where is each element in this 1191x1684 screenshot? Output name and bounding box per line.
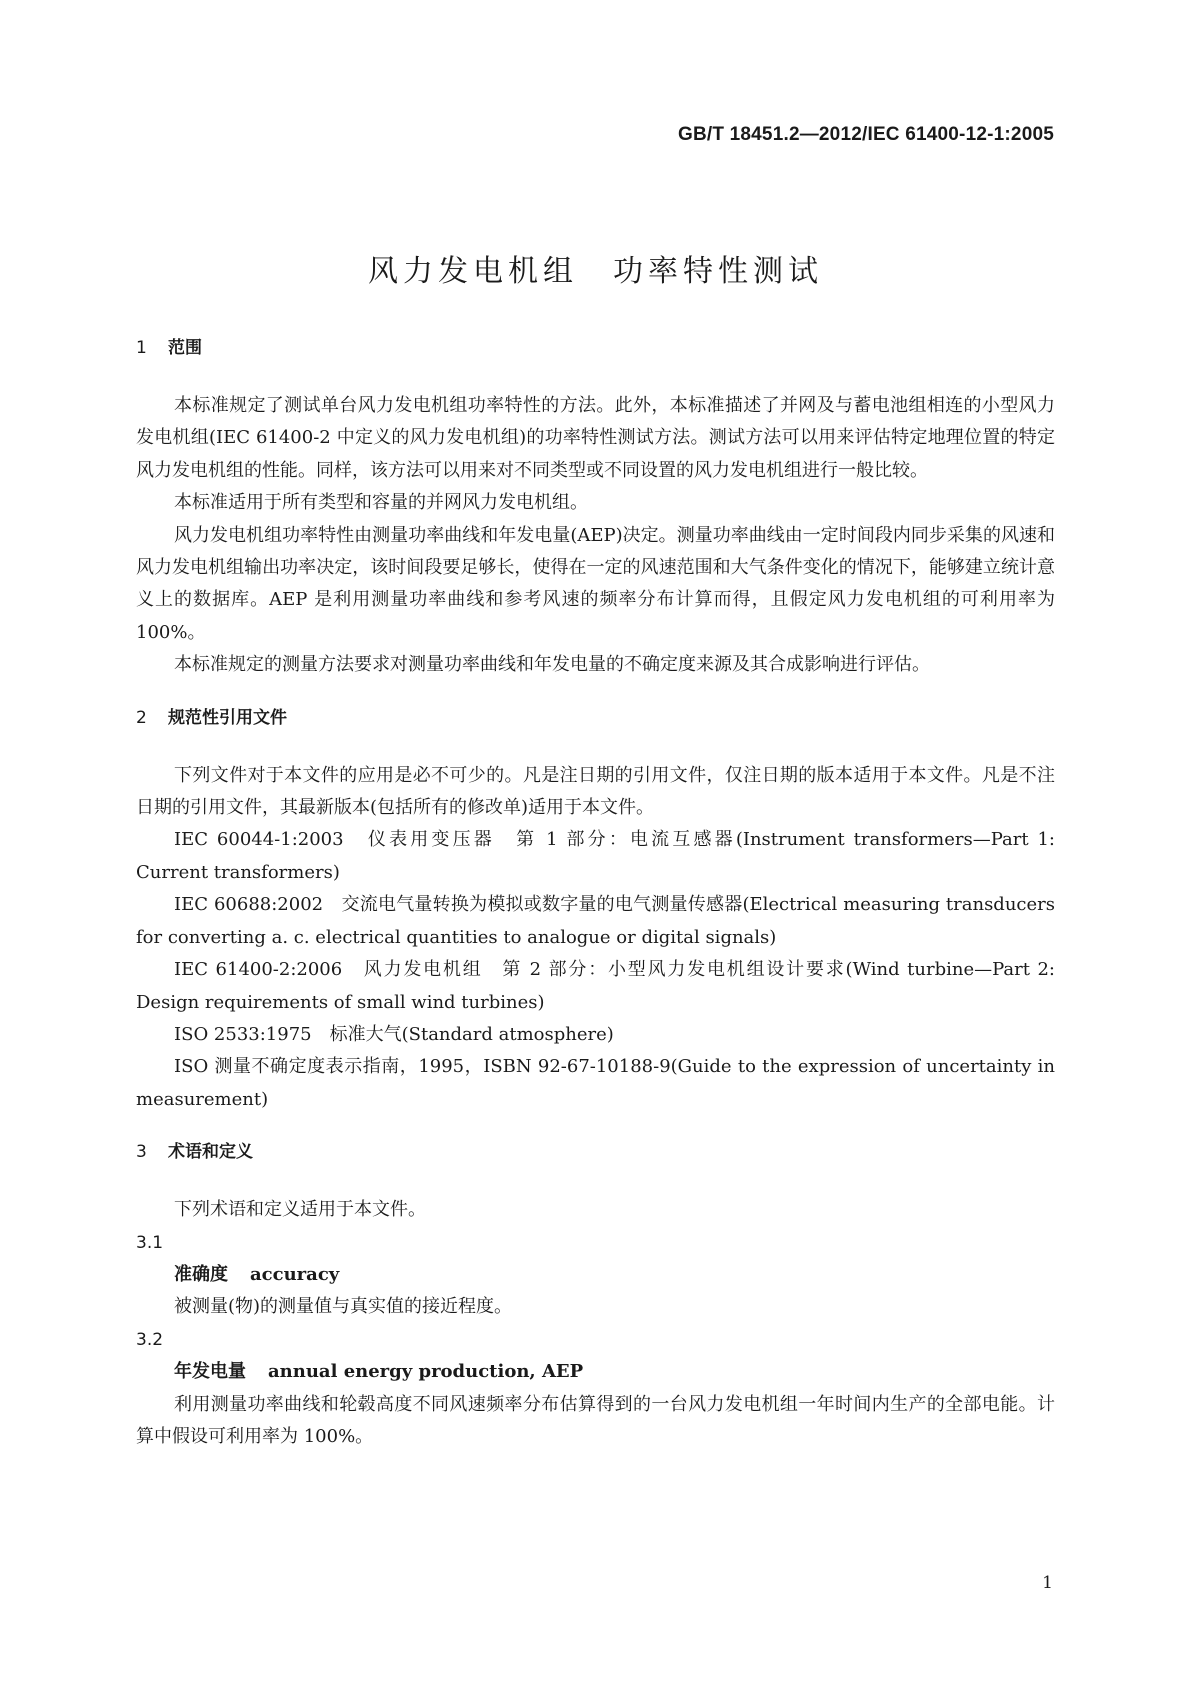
paragraph: 本标准适用于所有类型和容量的并网风力发电机组。 — [174, 492, 588, 514]
reference-entry: IEC 61400-2:2006 风力发电机组 第 2 部分：小型风力发电机组设计要求(Wind turbine—Part 2: Design requirements of small wind turbines) — [136, 959, 1055, 1013]
section-number: 2 — [136, 707, 147, 728]
document-title: 风力发电机组 功率特性测试 — [368, 254, 823, 290]
section-body-terms-definitions — [136, 1194, 1055, 1453]
section-number: 1 — [136, 338, 147, 358]
clause-number: 3.2 — [136, 1329, 164, 1350]
term-definition: 被测量(物)的测量值与真实值的接近程度。 — [174, 1296, 513, 1318]
term-english: accuracy — [250, 1263, 340, 1285]
term-chinese: 年发电量 — [174, 1361, 246, 1383]
reference-entry: IEC 60044-1:2003 仪表用变压器 第 1 部分：电流互感器(Instrument transformers—Part 1: Current transformers) — [136, 829, 1055, 883]
paragraph: 本标准规定了测试单台风力发电机组功率特性的方法。此外，本标准描述了并网及与蓄电池组相连的小型风力发电机组(IEC 61400-2 中定义的风力发电机组)的功率特性测试方法。测试方法可以用来评估特定地理位置的特定风力发电机组的性能。同样，该方法可以用来对不同类型或不同设置的风力发电机组进行一般比较。 — [136, 395, 1055, 481]
section-heading-terms-definitions — [136, 1140, 1055, 1164]
section-body-scope — [136, 390, 1055, 682]
document-body — [136, 336, 1055, 1453]
section-number: 3 — [136, 1142, 147, 1163]
section-title: 规范性引用文件 — [168, 707, 287, 728]
standard-code: GB/T 18451.2—2012/IEC 61400-12-1:2005 — [677, 124, 1054, 145]
section-heading-scope — [136, 336, 1055, 360]
term-chinese: 准确度 — [174, 1263, 228, 1285]
section-body-normative-references — [136, 760, 1055, 1116]
section-title: 术语和定义 — [168, 1142, 253, 1163]
page-number: 1 — [1042, 1573, 1053, 1593]
reference-entry: ISO 2533:1975 标准大气(Standard atmosphere) — [174, 1023, 614, 1045]
reference-entry: IEC 60688:2002 交流电气量转换为模拟或数字量的电气测量传感器(Electrical measuring transducers for converting a. c. electrical quantities to analogue or digital signals) — [136, 894, 1055, 948]
section-title: 范围 — [168, 338, 202, 358]
paragraph: 风力发电机组功率特性由测量功率曲线和年发电量(AEP)决定。测量功率曲线由一定时间段内同步采集的风速和风力发电机组输出功率决定，该时间段要足够长，使得在一定的风速范围和大气条件变化的情况下，能够建立统计意义上的数据库。AEP 是利用测量功率曲线和参考风速的频率分布计算而得，且假定风力发电机组的可利用率为 100%。 — [136, 524, 1055, 643]
section-heading-normative-references — [136, 706, 1055, 730]
term-definition: 利用测量功率曲线和轮毂高度不同风速频率分布估算得到的一台风力发电机组一年时间内生产的全部电能。计算中假设可利用率为 100%。 — [136, 1393, 1055, 1447]
term-entry — [136, 1356, 1055, 1388]
term-entry — [136, 1259, 1055, 1291]
paragraph: 下列术语和定义适用于本文件。 — [174, 1199, 426, 1221]
clause-number: 3.1 — [136, 1232, 164, 1253]
term-english: annual energy production, AEP — [268, 1361, 584, 1383]
paragraph: 本标准规定的测量方法要求对测量功率曲线和年发电量的不确定度来源及其合成影响进行评估。 — [174, 654, 930, 676]
paragraph: 下列文件对于本文件的应用是必不可少的。凡是注日期的引用文件，仅注日期的版本适用于本文件。凡是不注日期的引用文件，其最新版本(包括所有的修改单)适用于本文件。 — [136, 764, 1055, 819]
reference-entry: ISO 测量不确定度表示指南，1995，ISBN 92-67-10188-9(Guide to the expression of uncertainty in measurement) — [136, 1056, 1055, 1110]
